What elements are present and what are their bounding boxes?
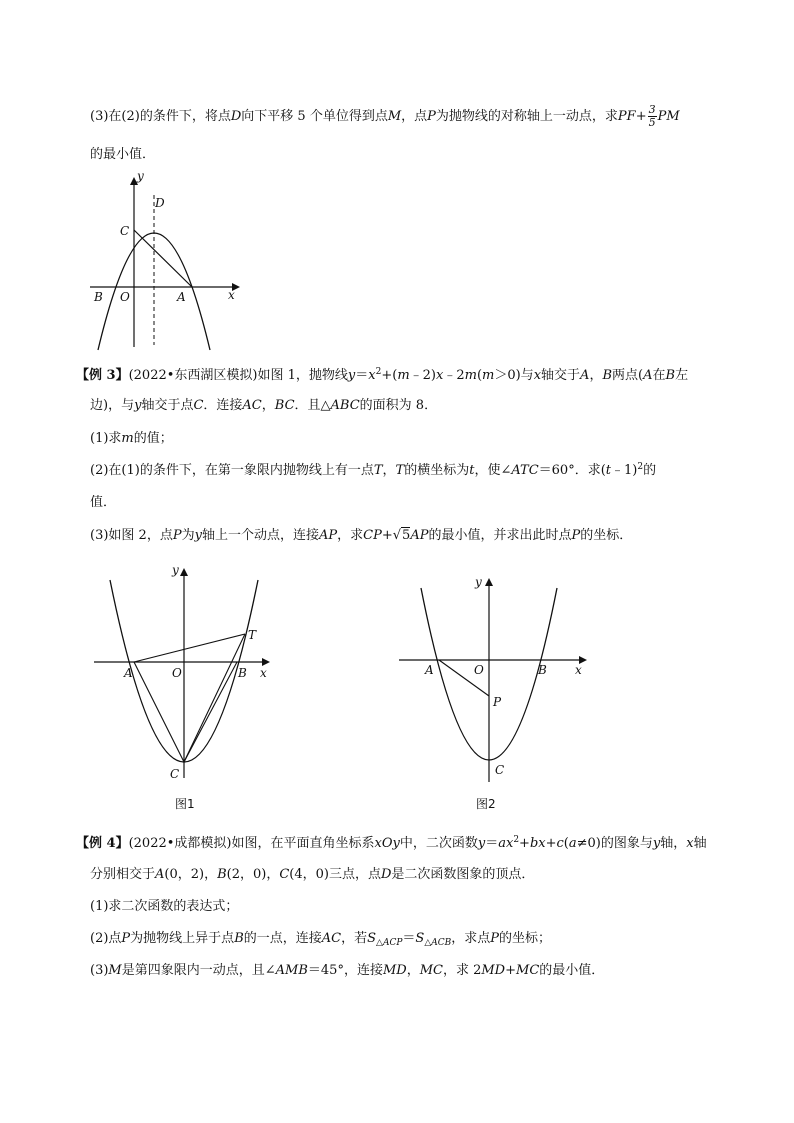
ex4-line1: 【例 4】(2022•成都模拟)如图，在平面直角坐标系xOy中，二次函数$y=ax^2+bx+c(a\ne 0)$的图象与y轴，x轴 bbox=[76, 835, 707, 851]
ex4-q1: (1)求二次函数的表达式； bbox=[90, 899, 239, 914]
ex3-q1: (1)求m的值； bbox=[90, 431, 173, 446]
label-x: x bbox=[228, 288, 235, 302]
fig1-caption: 图1 bbox=[175, 797, 195, 811]
figure-1 bbox=[90, 560, 290, 785]
segment-at bbox=[134, 634, 245, 662]
label-o: O bbox=[172, 666, 182, 680]
label-b: B bbox=[238, 666, 247, 680]
ex3-line2: 边)，与y轴交于点C．连接AC，BC．且△ABC的面积为 8． bbox=[90, 398, 438, 413]
label-o: O bbox=[474, 663, 484, 677]
label-y: y bbox=[475, 575, 482, 589]
figure-top-parabola bbox=[88, 165, 248, 350]
q3-line2: 的最小值． bbox=[90, 147, 156, 162]
ex4-line2: 分别相交于A(0，2)，B(2，0)，C(4，0)三点，点D是二次函数图象的顶点． bbox=[90, 867, 535, 882]
label-c: C bbox=[170, 767, 180, 781]
ex3-line1: 【例 3】(2022•东西湖区模拟)如图 1，抛物线$y=x^2+(m﹣2)x﹣2m(m>0)$与x轴交于A，B两点(A在B左 bbox=[76, 367, 689, 383]
parabola-curve bbox=[98, 233, 210, 350]
label-b: B bbox=[538, 663, 547, 677]
label-a: A bbox=[177, 290, 186, 304]
label-d: D bbox=[155, 196, 165, 210]
ex3-q3: (3)如图 2，点P为y轴上一个动点，连接AP，求CP+√5AP的最小值，并求出此时点P的坐标． bbox=[90, 528, 633, 543]
ex3-q2-cont: 值． bbox=[90, 495, 117, 510]
ex4-q3: (3)M是第四象限内一动点，且∠AMB＝45°，连接MD，MC，求 2MD+MC的最小值． bbox=[90, 963, 605, 978]
label-t: T bbox=[248, 628, 257, 642]
figure-2 bbox=[395, 570, 595, 785]
segment-ca bbox=[134, 230, 192, 287]
ex3-q2: (2)在(1)的条件下，在第一象限内抛物线上有一点T，T的横坐标为t，使∠ATC＝60°．求(t﹣1)$^2$的 bbox=[90, 462, 657, 478]
q3-line1: (3)在(2)的条件下，将点D向下平移 5 个单位得到点M，点P为抛物线的对称轴上一动点，求PF+ $\frac{3}{5}$ PM bbox=[90, 103, 680, 129]
y-axis-arrow bbox=[485, 578, 493, 586]
fraction-3-5: $\frac{3}{5}$ bbox=[648, 103, 656, 129]
y-axis-arrow bbox=[180, 568, 188, 576]
ex4-q2: (2)点P为抛物线上异于点B的一点，连接AC，若$S_{\triangle ACP}=S_{\triangle ACB}$，求点P的坐标； bbox=[90, 931, 552, 948]
label-x: x bbox=[260, 666, 267, 680]
segment-tc bbox=[184, 634, 245, 762]
label-b: B bbox=[94, 290, 103, 304]
segment-bc bbox=[184, 662, 237, 762]
label-c: C bbox=[120, 224, 130, 238]
fig2-caption: 图2 bbox=[476, 797, 496, 811]
label-p: P bbox=[493, 695, 502, 709]
label-c: C bbox=[495, 763, 505, 777]
label-a: A bbox=[425, 663, 434, 677]
label-x: x bbox=[575, 663, 582, 677]
label-o: O bbox=[120, 290, 130, 304]
label-y: y bbox=[172, 563, 179, 577]
x-axis-arrow bbox=[262, 658, 270, 666]
label-a: A bbox=[124, 666, 133, 680]
label-y: y bbox=[137, 169, 144, 183]
